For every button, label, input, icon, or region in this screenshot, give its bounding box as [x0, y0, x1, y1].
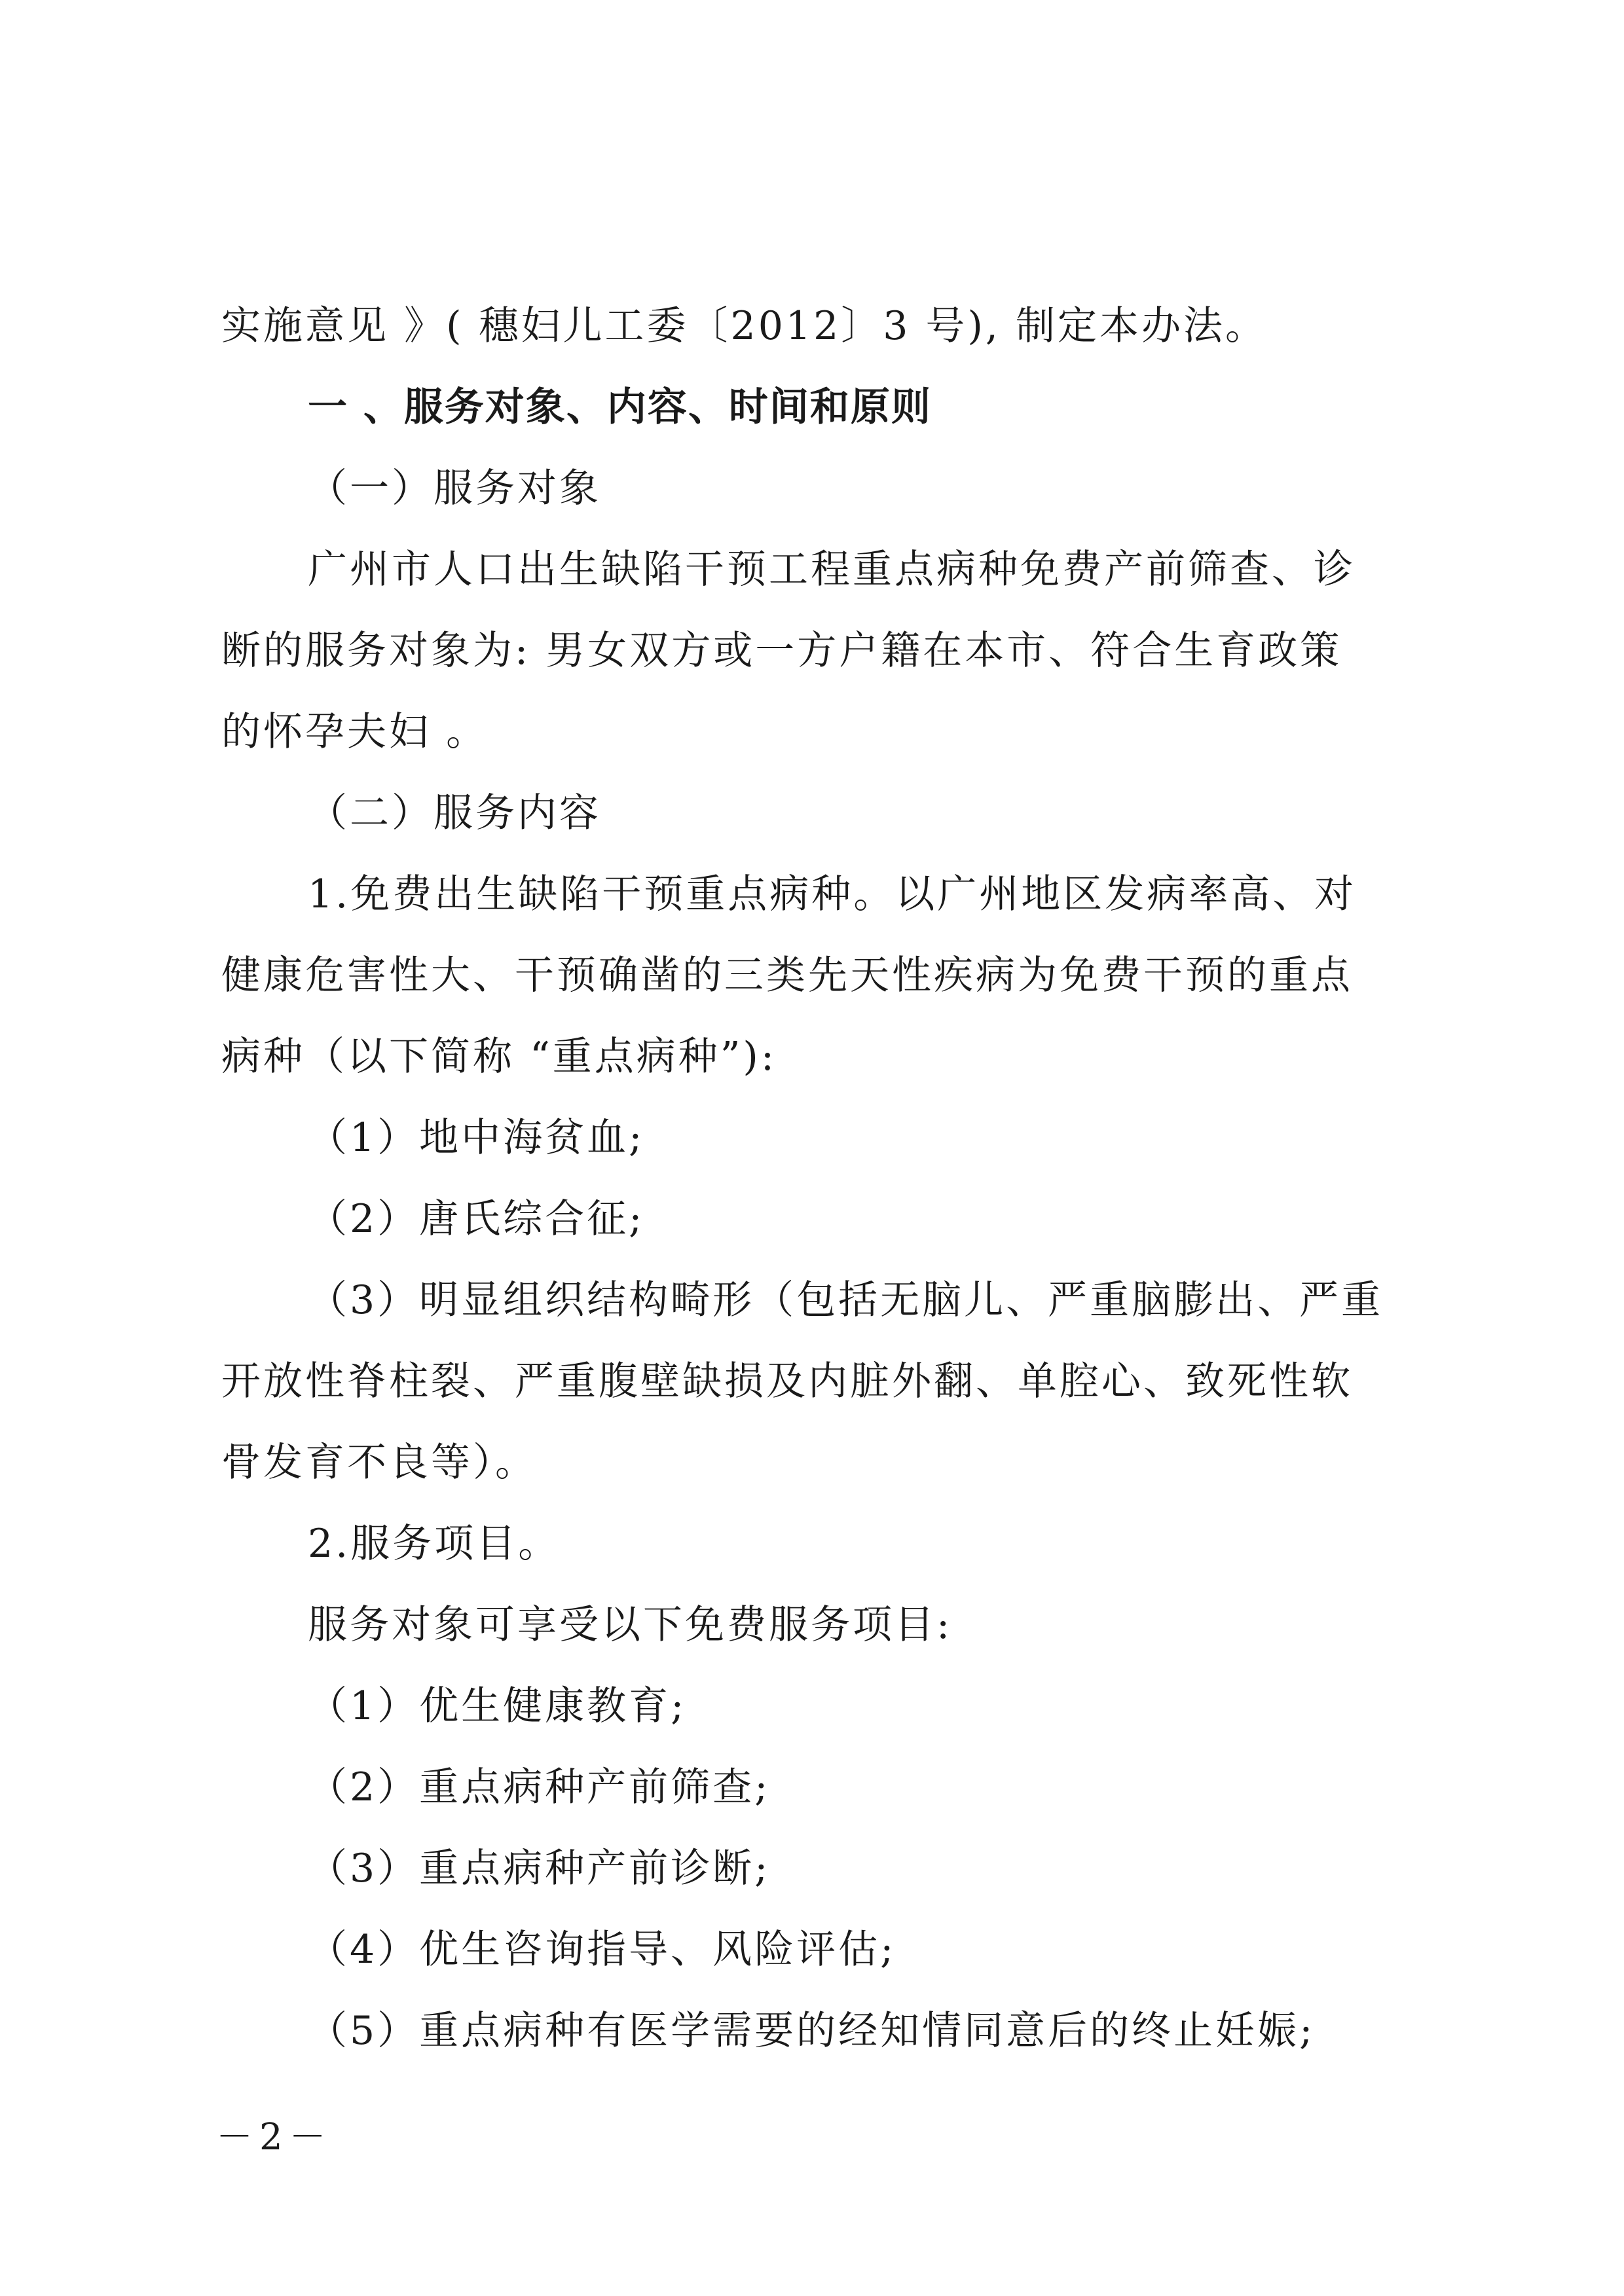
list-item: （2）重点病种产前筛查;	[308, 1764, 771, 1810]
paragraph-line: 广州市人口出生缺陷干预工程重点病种免费产前筛查、诊	[308, 547, 1356, 592]
list-item: （3）重点病种产前诊断;	[308, 1846, 771, 1891]
list-item: （1）优生健康教育;	[308, 1683, 687, 1729]
paragraph-line: 的怀孕夫妇 。	[221, 709, 489, 755]
paragraph-line: 实施意见 》( 穗妇儿工委〔2012〕3 号), 制定本办法。	[221, 303, 1268, 349]
list-item: （2）唐氏综合征;	[308, 1196, 645, 1242]
subsection-heading: 2.服务项目。	[308, 1521, 561, 1567]
paragraph-line: 服务对象可享受以下免费服务项目:	[308, 1602, 953, 1648]
paragraph-line: 1.免费出生缺陷干预重点病种。以广州地区发病率高、对	[308, 871, 1357, 917]
paragraph-line: 病种（以下简称 “重点病种”):	[221, 1034, 777, 1080]
paragraph-line: 开放性脊柱裂、严重腹壁缺损及内脏外翻、单腔心、致死性软	[221, 1358, 1353, 1404]
list-item: （1）地中海贫血;	[308, 1115, 645, 1161]
paragraph-line: 断的服务对象为: 男女双方或一方户籍在本市、符合生育政策	[221, 628, 1342, 674]
subsection-heading: （一）服务对象	[308, 465, 601, 511]
subsection-heading: （二）服务内容	[308, 790, 601, 836]
list-item: （4）优生咨询指导、风险评估;	[308, 1927, 896, 1973]
page-number: －2－	[216, 2116, 333, 2159]
section-heading: 一 、服务对象、内容、时间和原则	[308, 384, 932, 430]
list-item: （3）明显组织结构畸形（包括无脑儿、严重脑膨出、严重	[308, 1277, 1384, 1323]
list-item: （5）重点病种有医学需要的经知情同意后的终止妊娠;	[308, 2008, 1316, 2054]
paragraph-line: 健康危害性大、干预确凿的三类先天性疾病为免费干预的重点	[221, 953, 1353, 998]
paragraph-line: 骨发育不良等）。	[221, 1440, 537, 1485]
